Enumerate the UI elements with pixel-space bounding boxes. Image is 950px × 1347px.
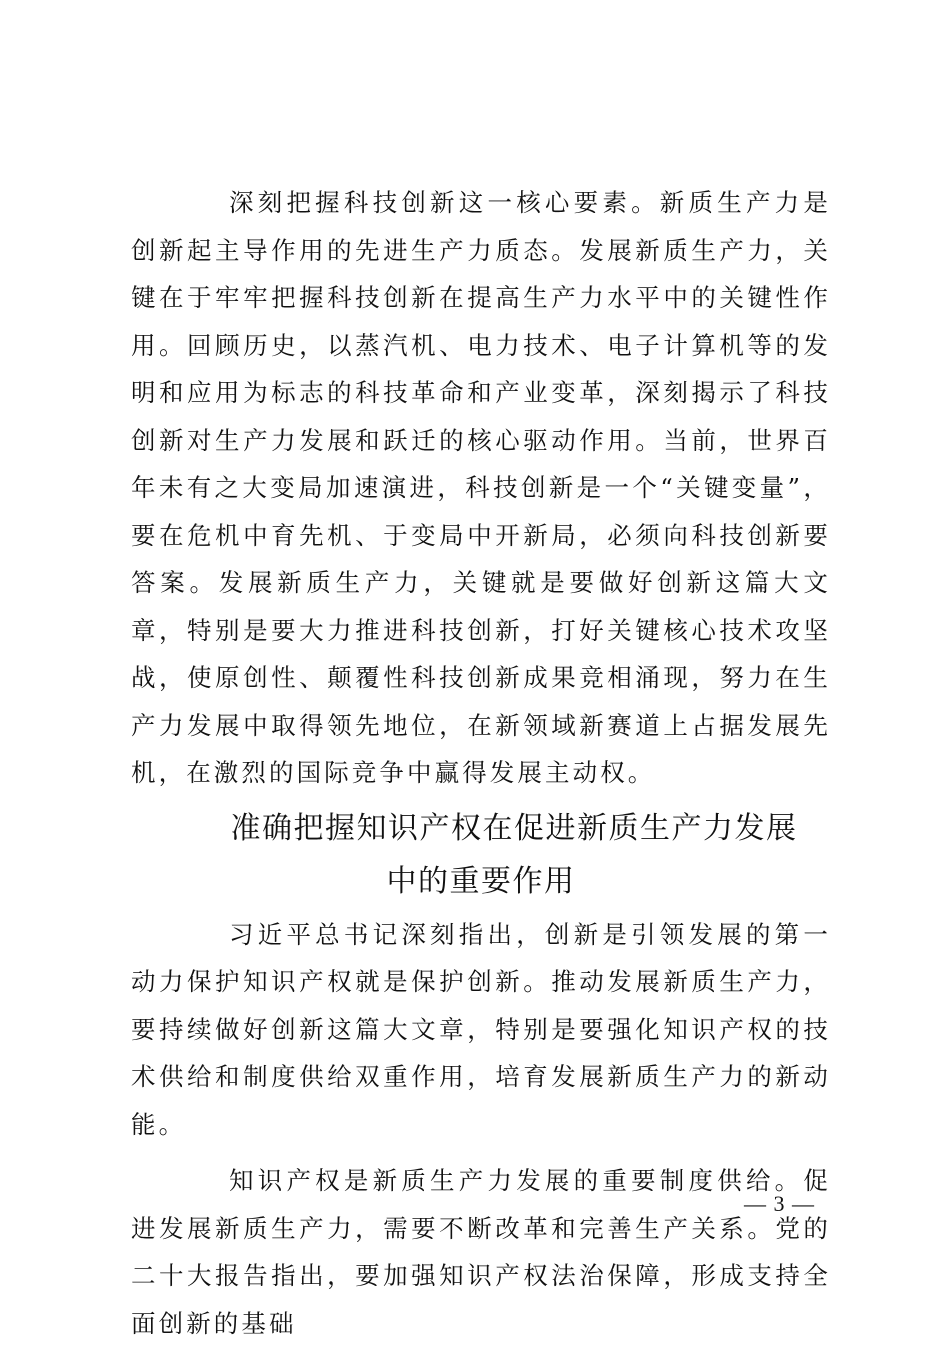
- page-number: — 3 —: [744, 1191, 815, 1216]
- section-heading: [131, 799, 831, 905]
- paragraph-tech-innovation: 深刻把握科技创新这一核心要素。新质生产力是创新起主导作用的先进生产力质态。发展新质生产力，关键在于牢牢把握科技创新在提高生产力水平中的关键性作用。回顾历史，以蒸汽机、电力技术、电子计算机等的发明和应用为标志的科技革命和产业变革，深刻揭示了科技创新对生产力发展和跃迁的核心驱动作用。当前，世界百年未有之大变局加速演进，科技创新是一个“关键变量”，要在危机中育先机、于变局中开新局，必须向科技创新要答案。发展新质生产力，关键就是要做好创新这篇大文章，特别是要大力推进科技创新，打好关键核心技术攻坚战，使原创性、颠覆性科技创新成果竞相涌现，努力在生产力发展中取得领先地位，在新领域新赛道上占据发展先机，在激烈的国际竞争中赢得发展主动权。: [131, 188, 831, 787]
- paragraph-ip-institutional-supply: 知识产权是新质生产力发展的重要制度供给。促进发展新质生产力，需要不断改革和完善生产关系。党的二十大报告指出，要加强知识产权法治保障，形成支持全面创新的基础: [131, 1166, 831, 1338]
- document-body: [131, 179, 831, 1347]
- paragraph-ip-protection: 习近平总书记深刻指出，创新是引领发展的第一动力保护知识产权就是保护创新。推动发展新质生产力，要持续做好创新这篇大文章，特别是要强化知识产权的技术供给和制度供给双重作用，培育发展新质生产力的新动能。: [131, 919, 831, 1139]
- section-heading-line-2: 中的重要作用: [386, 863, 576, 899]
- section-heading-line-1: 准确把握知识产权在促进新质生产力发展: [230, 810, 798, 846]
